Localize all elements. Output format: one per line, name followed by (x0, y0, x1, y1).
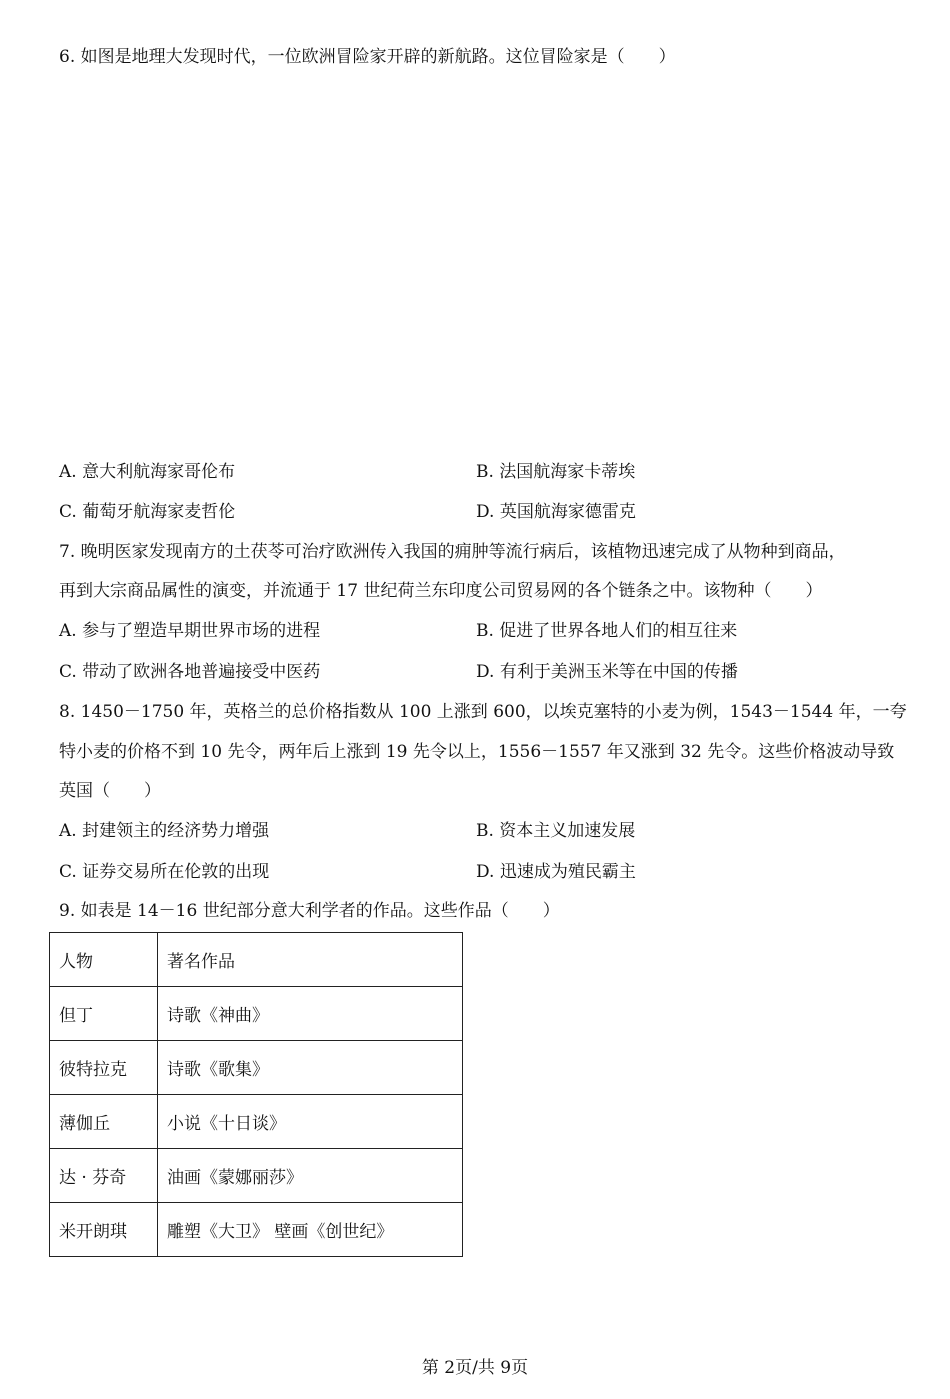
table-cell-work: 油画《蒙娜丽莎》 (158, 1149, 463, 1203)
table-cell-work: 诗歌《神曲》 (158, 987, 463, 1041)
table-header-row (50, 933, 463, 987)
q8-option-c: C. 证券交易所在伦敦的出现 (59, 862, 270, 882)
q7-option-c: C. 带动了欧洲各地普遍接受中医药 (59, 662, 321, 682)
q6-option-c: C. 葡萄牙航海家麦哲伦 (59, 502, 236, 522)
works-table (49, 932, 463, 1257)
q6-option-b: B. 法国航海家卡蒂埃 (476, 462, 636, 482)
table-header-cell: 著名作品 (158, 933, 463, 987)
q8-option-d: D. 迅速成为殖民霸主 (476, 862, 636, 882)
table-row (50, 1149, 463, 1203)
q7-stem-line2: 再到大宗商品属性的演变，并流通于 17 世纪荷兰东印度公司贸易网的各个链条之中。该物种（ ） (59, 581, 823, 601)
table-cell-work: 雕塑《大卫》 壁画《创世纪》 (158, 1203, 463, 1257)
page-footer: 第 2页/共 9页 (421, 1358, 529, 1378)
q6-option-d: D. 英国航海家德雷克 (476, 502, 636, 522)
q7-stem-line1: 7. 晚明医家发现南方的土茯苓可治疗欧洲传入我国的痈肿等流行病后，该植物迅速完成了从物种到商品， (59, 542, 846, 562)
table-cell-work: 诗歌《歌集》 (158, 1041, 463, 1095)
q7-option-d: D. 有利于美洲玉米等在中国的传播 (476, 662, 738, 682)
q9-stem: 9. 如表是 14－16 世纪部分意大利学者的作品。这些作品（ ） (59, 901, 560, 921)
q6-figure-area (59, 85, 889, 445)
table-row (50, 987, 463, 1041)
table-row (50, 1041, 463, 1095)
q8-stem-line1: 8. 1450－1750 年，英格兰的总价格指数从 100 上涨到 600，以埃克塞特的小麦为例，1543－1544 年，一夸 (59, 702, 907, 722)
table-cell-person: 薄伽丘 (50, 1095, 158, 1149)
table-row (50, 1203, 463, 1257)
table-cell-person: 但丁 (50, 987, 158, 1041)
q6-stem: 6. 如图是地理大发现时代，一位欧洲冒险家开辟的新航路。这位冒险家是（ ） (59, 47, 676, 67)
q8-stem-line2: 特小麦的价格不到 10 先令，两年后上涨到 19 先令以上，1556－1557 年又涨到 32 先令。这些价格波动导致 (59, 742, 895, 762)
q7-option-a: A. 参与了塑造早期世界市场的进程 (59, 621, 321, 641)
table-header-cell: 人物 (50, 933, 158, 987)
q8-option-b: B. 资本主义加速发展 (476, 821, 636, 841)
table-cell-person: 米开朗琪 (50, 1203, 158, 1257)
table-cell-person: 彼特拉克 (50, 1041, 158, 1095)
table-row (50, 1095, 463, 1149)
q6-option-a: A. 意大利航海家哥伦布 (59, 462, 236, 482)
q7-option-b: B. 促进了世界各地人们的相互往来 (476, 621, 738, 641)
table-cell-work: 小说《十日谈》 (158, 1095, 463, 1149)
table-cell-person: 达 · 芬奇 (50, 1149, 158, 1203)
q8-option-a: A. 封建领主的经济势力增强 (59, 821, 270, 841)
q8-stem-line3: 英国（ ） (59, 781, 161, 801)
